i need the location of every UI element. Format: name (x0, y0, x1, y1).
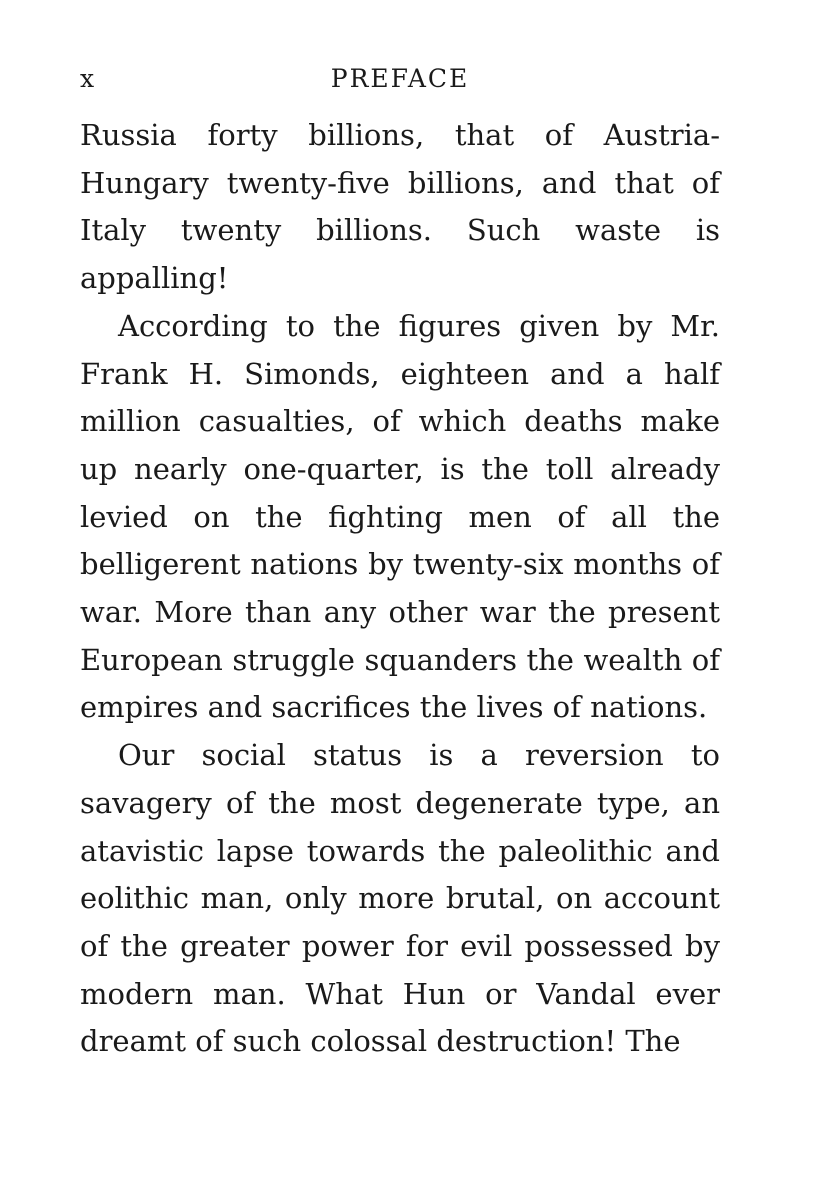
body-text (80, 112, 720, 1066)
book-page (80, 64, 720, 1066)
paragraph-casualties: According to the figures given by Mr. Frank H. Simonds, eighteen and a half million casualties, of which deaths make up nearly one-quarter, is the toll already levied on the fighting men of all the belligerent nations by twenty-six months of war. More than any other war the present European struggle squanders the wealth of empires and sacrifices the lives of nations. (80, 308, 720, 725)
paragraph-social-status: Our social status is a reversion to savagery of the most degenerate type, an atavistic lapse towards the paleolithic and eolithic man, only more brutal, on account of the greater power for evil possessed by modern man. What Hun or Vandal ever dreamt of such colossal destruction! The (80, 738, 720, 1059)
running-head-title: PREFACE (330, 64, 470, 93)
paragraph-continued: Russia forty billions, that of Austria-Hungary twenty-five billions, and that of Italy twenty billions. Such waste is appalling! (80, 118, 720, 296)
running-head (80, 64, 720, 112)
page-number: x (80, 64, 95, 93)
